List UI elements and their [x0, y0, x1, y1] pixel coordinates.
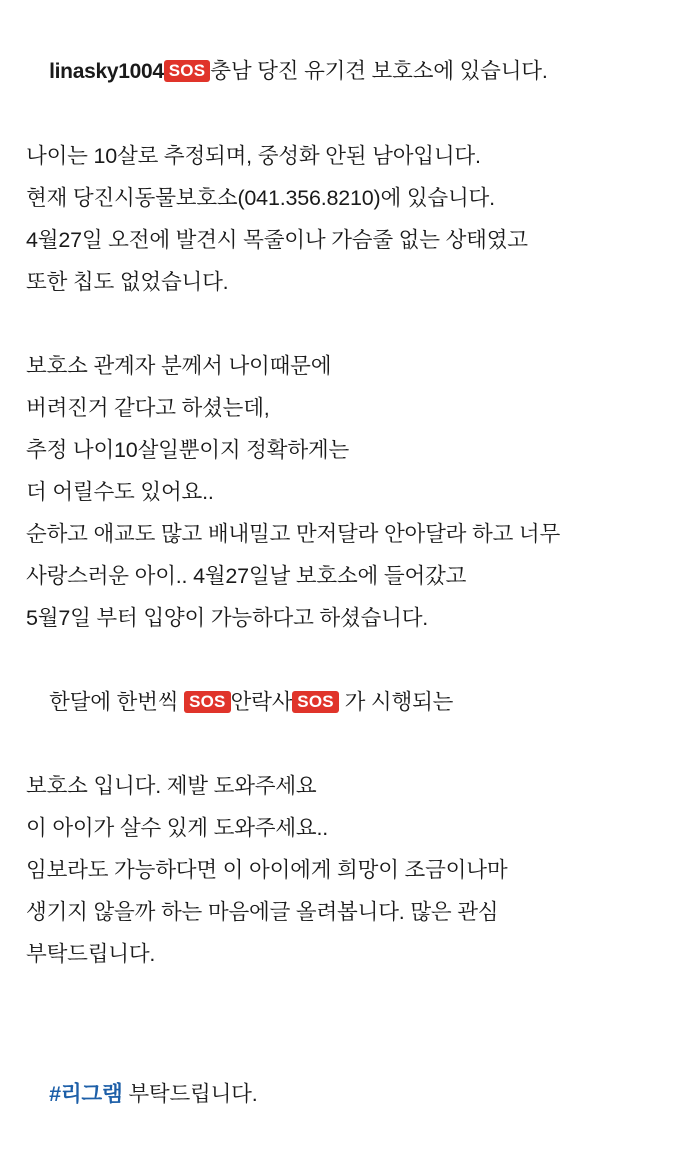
post-line-2: 나이는 10살로 추정되며, 중성화 안된 남아입니다. [26, 144, 481, 168]
username-label[interactable]: linasky1004 [49, 60, 164, 83]
post-line-9: 추정 나이10살일뿐이지 정확하게는 [26, 438, 350, 462]
post-line-4: 4월27일 오전에 발견시 목줄이나 가슴줄 없는 상태였고 [26, 228, 528, 252]
hashtag-link[interactable]: #리그램 [49, 1082, 123, 1106]
post-line-10: 더 어릴수도 있어요.. [26, 480, 214, 504]
post-line-7: 보호소 관계자 분께서 나이때문에 [26, 354, 332, 378]
post-line-19: 부탁드립니다. [26, 942, 156, 966]
post-line-5: 또한 칩도 없었습니다. [26, 270, 229, 294]
hashtag-trailing-text: 부탁드립니다. [122, 1082, 258, 1106]
paragraph-gap-2 [26, 975, 665, 1031]
post-line-16: 이 아이가 살수 있게 도와주세요.. [26, 816, 329, 840]
euthanasia-suffix: 가 시행되는 [338, 690, 454, 714]
post-line-hashtag [26, 1031, 665, 1157]
euthanasia-prefix: 한달에 한번씩 [49, 690, 185, 714]
post-line-18: 생기지 않을까 하는 마음에글 올려봅니다. 많은 관심 [26, 900, 499, 924]
euthanasia-word: 안락사 [230, 690, 293, 714]
post-line-text: 충남 당진 유기견 보호소에 있습니다. [210, 59, 548, 83]
post-line-euthanasia [26, 639, 665, 765]
post-line-8: 버려진거 같다고 하셨는데, [26, 396, 270, 420]
post-line-12: 사랑스러운 아이.. 4월27일날 보호소에 들어갔고 [26, 564, 467, 588]
post-line-intro [26, 8, 665, 135]
post-line-13: 5월7일 부터 입양이 가능하다고 하셨습니다. [26, 606, 429, 630]
sos-badge-3: SOS [292, 691, 339, 713]
post-line-11: 순하고 애교도 많고 배내밀고 만저달라 안아달라 하고 너무 [26, 522, 561, 546]
sos-badge-1: SOS [164, 60, 211, 82]
paragraph-gap-1 [26, 303, 665, 345]
post-line-17: 임보라도 가능하다면 이 아이에게 희망이 조금이나마 [26, 858, 508, 882]
post-line-3: 현재 당진시동물보호소(041.356.8210)에 있습니다. [26, 186, 495, 210]
post-line-15: 보호소 입니다. 제발 도와주세요 [26, 774, 317, 798]
sos-badge-2: SOS [184, 691, 231, 713]
